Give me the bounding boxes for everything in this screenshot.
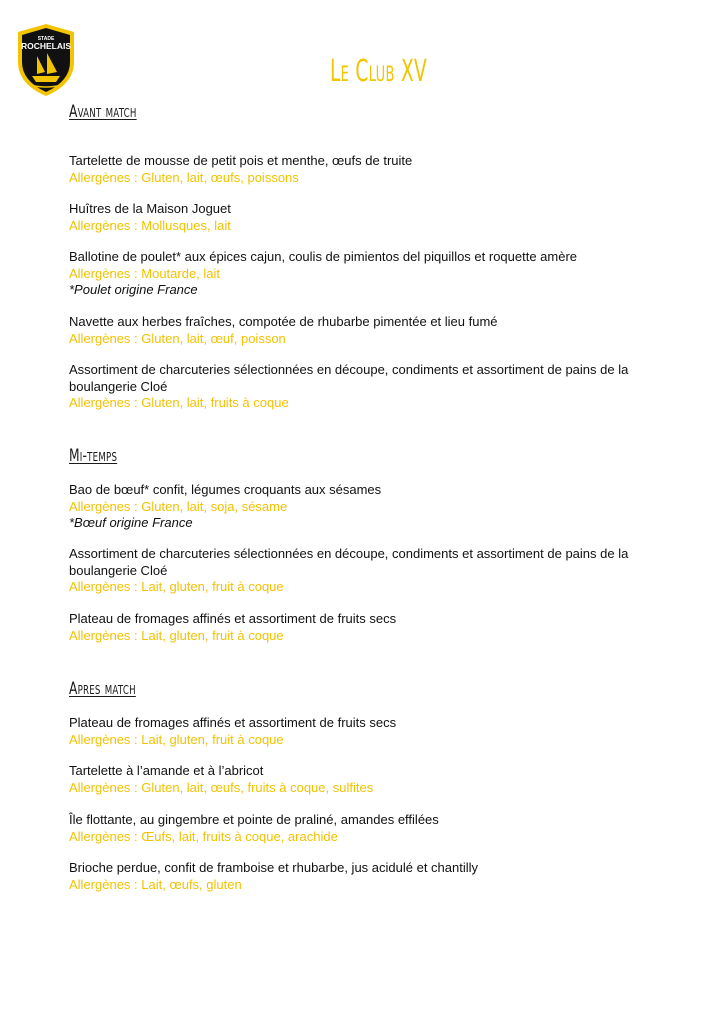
dish-name: Plateau de fromages affinés et assortiment de fruits secs — [69, 715, 397, 730]
menu-item — [69, 362, 669, 412]
section-title-apres-match: Apres match — [69, 679, 136, 699]
menu-item — [69, 249, 669, 299]
dish-name: Brioche perdue, confit de framboise et rhubarbe, jus acidulé et chantilly — [69, 860, 479, 875]
page-title: Le Club XV — [330, 54, 428, 89]
section-title-mi-temps: Mi-temps — [69, 446, 118, 466]
dish-name: Assortiment de charcuteries sélectionnées en découpe, condiments et assortiment de pains de la boulangerie Cloé — [69, 362, 629, 394]
allergens-text: Allergènes : Œufs, lait, fruits à coque, arachide — [69, 828, 338, 844]
allergens-text: Allergènes : Lait, gluten, fruit à coque — [69, 579, 284, 594]
menu-item — [69, 763, 669, 796]
dish-name: Bao de bœuf* confit, légumes croquants aux sésames — [69, 482, 382, 497]
allergens-text: Allergènes : Gluten, lait, œufs, poissons — [69, 169, 299, 185]
origin-note: *Bœuf origine France — [69, 515, 193, 530]
allergens-text: Allergènes : Moutarde, lait — [69, 265, 221, 281]
shield-icon — [14, 22, 78, 98]
dish-name: Navette aux herbes fraîches, compotée de rhubarbe pimentée et lieu fumé — [69, 314, 498, 329]
menu-item — [69, 153, 669, 186]
logo-text-main: ROCHELAIS — [20, 41, 72, 51]
logo-text-top: STADE — [37, 36, 55, 42]
menu-item — [69, 611, 669, 644]
dish-name: Tartelette de mousse de petit pois et menthe, œufs de truite — [69, 153, 413, 168]
dish-name: Ballotine de poulet* aux épices cajun, coulis de pimientos del piquillos et roquette amère — [69, 249, 578, 264]
allergens-text: Allergènes : Gluten, lait, soja, sésame — [69, 498, 288, 514]
menu-item — [69, 715, 669, 748]
dish-name: Tartelette à l’amande et à l’abricot — [69, 763, 264, 778]
allergens-text: Allergènes : Gluten, lait, fruits à coque — [69, 395, 289, 410]
allergens-text: Allergènes : Lait, gluten, fruit à coque — [69, 731, 284, 747]
dish-name: Plateau de fromages affinés et assortiment de fruits secs — [69, 611, 397, 626]
menu-item — [69, 482, 669, 532]
allergens-text: Allergènes : Gluten, lait, œufs, fruits à coque, sulfites — [69, 779, 374, 795]
menu-item — [69, 201, 669, 234]
allergens-text: Allergènes : Gluten, lait, œuf, poisson — [69, 330, 286, 346]
section-title-avant-match: Avant match — [69, 102, 137, 122]
stade-rochelais-logo — [14, 22, 78, 98]
menu-item — [69, 860, 669, 893]
dish-name: Île flottante, au gingembre et pointe de praliné, amandes effilées — [69, 812, 439, 827]
origin-note: *Poulet origine France — [69, 282, 198, 297]
menu-item — [69, 812, 669, 845]
menu-item — [69, 314, 669, 347]
allergens-text: Allergènes : Lait, œufs, gluten — [69, 876, 242, 892]
dish-name: Assortiment de charcuteries sélectionnées en découpe, condiments et assortiment de pains de la boulangerie Cloé — [69, 546, 629, 578]
allergens-text: Allergènes : Lait, gluten, fruit à coque — [69, 627, 284, 643]
menu-item — [69, 546, 669, 596]
allergens-text: Allergènes : Mollusques, lait — [69, 217, 231, 233]
dish-name: Huîtres de la Maison Joguet — [69, 201, 231, 216]
